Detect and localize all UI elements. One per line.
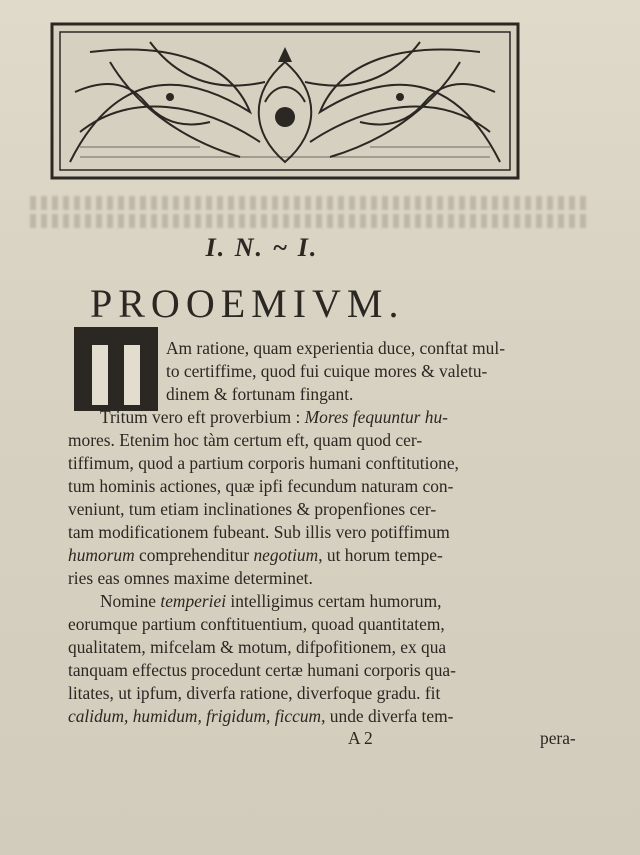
text-line: humorum comprehenditur negotium, ut horum tempe-: [68, 545, 443, 565]
signature-mark: A 2: [348, 728, 373, 748]
text-line: Tritum vero eft proverbium : Mores fequuntur hu-: [100, 407, 448, 427]
text-line: Nomine temperiei intelligimus certam humorum,: [100, 591, 442, 611]
text-line: tam modificationem fubeant. Sub illis vero potiffimum: [68, 522, 450, 542]
text-line: ries eas omnes maxime determinet.: [68, 568, 313, 588]
text-line: dinem & fortunam fingant.: [166, 384, 354, 404]
page-title: PROOEMIVM.: [90, 281, 405, 326]
bleed-through-text: [30, 196, 590, 210]
text-line: qualitatem, mifcelam & motum, difpofitionem, ex qua: [68, 637, 447, 657]
text-line: eorumque partium conftituentium, quoad quantitatem,: [68, 614, 445, 634]
text-line: litates, ut ipfum, diverfa ratione, diverfoque gradu. fit: [68, 683, 441, 703]
running-signature: I. N. ~ I.: [205, 233, 319, 262]
text-line: veniunt, tum etiam inclinationes & propenfiones cer-: [68, 499, 437, 519]
text-line: mores. Etenim hoc tàm certum eft, quam quod cer-: [68, 430, 423, 450]
text-line: tum hominis actiones, quæ ipfi fecundum naturam con-: [68, 476, 454, 496]
bleed-through-text: [30, 214, 590, 228]
drop-cap-initial: [74, 327, 158, 411]
text-line: Am ratione, quam experientia duce, conftat mul-: [166, 338, 505, 358]
text-line: tanquam effectus procedunt certæ humani corporis qua-: [68, 660, 456, 680]
text-line: calidum, humidum, frigidum, ficcum, unde diverfa tem-: [68, 706, 454, 726]
text-line: tiffimum, quod a partium corporis humani conftitutione,: [68, 453, 459, 473]
headpiece-ornament: [50, 22, 520, 180]
catchword: pera-: [540, 728, 576, 748]
text-line: to certiffime, quod fui cuique mores & valetu-: [166, 361, 488, 381]
